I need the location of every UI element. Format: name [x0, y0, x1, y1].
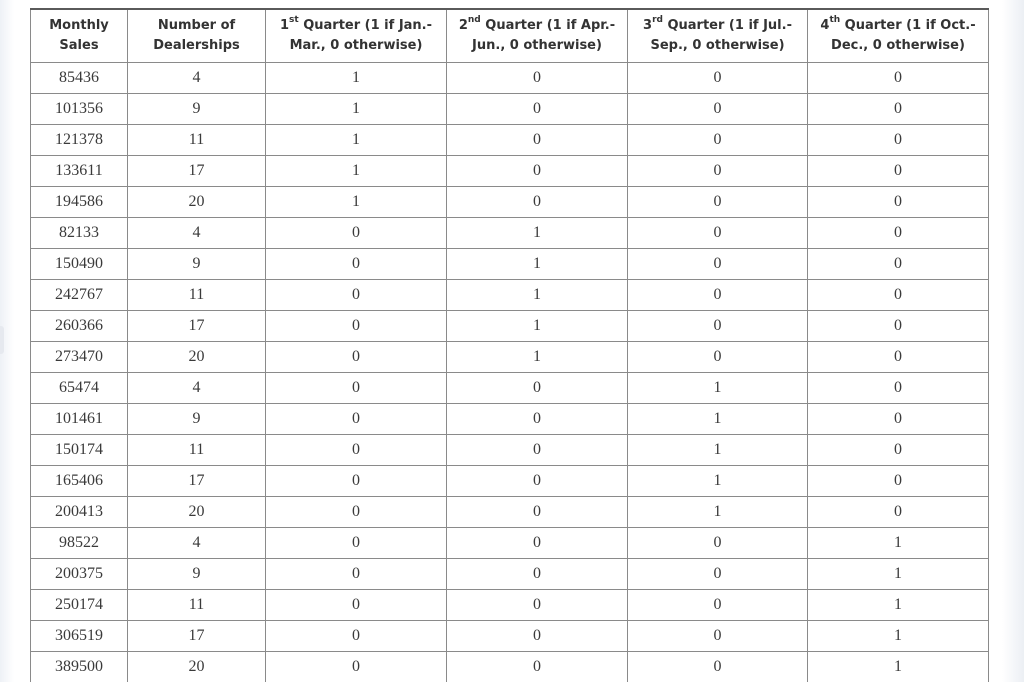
cell-q1: 0	[266, 373, 447, 404]
cell-q2: 0	[447, 559, 628, 590]
cell-q4: 1	[808, 559, 989, 590]
cell-monthly-sales: 200375	[31, 559, 128, 590]
cell-q2: 0	[447, 63, 628, 94]
cell-q2: 0	[447, 621, 628, 652]
table-row	[31, 94, 989, 125]
cell-monthly-sales: 273470	[31, 342, 128, 373]
cell-dealerships: 9	[128, 249, 266, 280]
cell-q1: 1	[266, 63, 447, 94]
cell-q1: 1	[266, 125, 447, 156]
table-row	[31, 125, 989, 156]
cell-q1: 0	[266, 466, 447, 497]
cell-monthly-sales: 389500	[31, 652, 128, 682]
cell-q4: 0	[808, 125, 989, 156]
cell-q2: 0	[447, 187, 628, 218]
cell-q4: 0	[808, 497, 989, 528]
cell-q1: 0	[266, 590, 447, 621]
table-row	[31, 373, 989, 404]
cell-q4: 0	[808, 63, 989, 94]
cell-monthly-sales: 194586	[31, 187, 128, 218]
cell-q3: 0	[628, 249, 808, 280]
cell-q1: 0	[266, 652, 447, 682]
cell-q4: 0	[808, 373, 989, 404]
cell-q4: 0	[808, 280, 989, 311]
cell-dealerships: 17	[128, 466, 266, 497]
cell-dealerships: 4	[128, 63, 266, 94]
table-row	[31, 497, 989, 528]
cell-q2: 0	[447, 590, 628, 621]
cell-dealerships: 20	[128, 652, 266, 682]
cell-q3: 0	[628, 621, 808, 652]
cell-monthly-sales: 101356	[31, 94, 128, 125]
cell-dealerships: 17	[128, 311, 266, 342]
table-row	[31, 156, 989, 187]
cell-dealerships: 11	[128, 590, 266, 621]
table-body	[31, 63, 989, 682]
cell-q3: 0	[628, 156, 808, 187]
cell-monthly-sales: 306519	[31, 621, 128, 652]
table-row	[31, 435, 989, 466]
cell-q1: 0	[266, 404, 447, 435]
cell-dealerships: 9	[128, 404, 266, 435]
cell-q2: 1	[447, 342, 628, 373]
cell-monthly-sales: 165406	[31, 466, 128, 497]
left-edge-handle	[0, 326, 4, 354]
cell-q2: 0	[447, 528, 628, 559]
header-monthly-sales: Monthly Sales	[31, 9, 128, 63]
cell-q3: 0	[628, 559, 808, 590]
cell-q3: 0	[628, 311, 808, 342]
cell-q4: 0	[808, 342, 989, 373]
table-header-row	[31, 9, 989, 63]
cell-q2: 0	[447, 156, 628, 187]
cell-q2: 0	[447, 435, 628, 466]
cell-q3: 0	[628, 94, 808, 125]
cell-q1: 0	[266, 435, 447, 466]
cell-q4: 0	[808, 94, 989, 125]
cell-monthly-sales: 242767	[31, 280, 128, 311]
cell-q1: 1	[266, 156, 447, 187]
data-table	[30, 8, 989, 682]
cell-q4: 0	[808, 311, 989, 342]
cell-q2: 0	[447, 404, 628, 435]
cell-q1: 0	[266, 342, 447, 373]
cell-q1: 0	[266, 528, 447, 559]
table-row	[31, 404, 989, 435]
cell-q1: 0	[266, 497, 447, 528]
cell-q3: 0	[628, 652, 808, 682]
cell-q3: 0	[628, 280, 808, 311]
cell-q1: 0	[266, 621, 447, 652]
cell-q1: 1	[266, 94, 447, 125]
table-row	[31, 311, 989, 342]
cell-q3: 0	[628, 528, 808, 559]
cell-dealerships: 17	[128, 156, 266, 187]
cell-q4: 0	[808, 218, 989, 249]
cell-q4: 1	[808, 652, 989, 682]
table-row	[31, 249, 989, 280]
table-row	[31, 280, 989, 311]
cell-q4: 1	[808, 621, 989, 652]
cell-q2: 0	[447, 125, 628, 156]
cell-dealerships: 9	[128, 559, 266, 590]
cell-q1: 0	[266, 280, 447, 311]
cell-dealerships: 9	[128, 94, 266, 125]
table-row	[31, 218, 989, 249]
cell-monthly-sales: 150490	[31, 249, 128, 280]
table-row	[31, 590, 989, 621]
cell-q3: 1	[628, 373, 808, 404]
table-row	[31, 187, 989, 218]
cell-q2: 0	[447, 373, 628, 404]
cell-q2: 1	[447, 218, 628, 249]
cell-q2: 1	[447, 311, 628, 342]
cell-q4: 0	[808, 249, 989, 280]
cell-q3: 1	[628, 497, 808, 528]
cell-dealerships: 4	[128, 528, 266, 559]
cell-dealerships: 11	[128, 125, 266, 156]
table-row	[31, 466, 989, 497]
cell-dealerships: 17	[128, 621, 266, 652]
cell-q2: 0	[447, 466, 628, 497]
cell-q4: 0	[808, 187, 989, 218]
cell-q3: 0	[628, 125, 808, 156]
cell-q4: 1	[808, 528, 989, 559]
cell-q1: 1	[266, 187, 447, 218]
table-row	[31, 621, 989, 652]
cell-monthly-sales: 82133	[31, 218, 128, 249]
cell-q1: 0	[266, 559, 447, 590]
cell-q4: 0	[808, 466, 989, 497]
table-row	[31, 63, 989, 94]
cell-dealerships: 4	[128, 373, 266, 404]
cell-q3: 0	[628, 590, 808, 621]
cell-q2: 0	[447, 94, 628, 125]
cell-q3: 1	[628, 435, 808, 466]
cell-dealerships: 20	[128, 342, 266, 373]
cell-q1: 0	[266, 218, 447, 249]
header-number-of-dealerships: Number of Dealerships	[128, 9, 266, 63]
cell-monthly-sales: 250174	[31, 590, 128, 621]
cell-q3: 0	[628, 63, 808, 94]
cell-monthly-sales: 133611	[31, 156, 128, 187]
cell-q3: 1	[628, 466, 808, 497]
table-row	[31, 652, 989, 682]
cell-q2: 0	[447, 652, 628, 682]
right-edge-shadow	[1002, 0, 1024, 682]
cell-dealerships: 4	[128, 218, 266, 249]
cell-monthly-sales: 65474	[31, 373, 128, 404]
cell-q3: 0	[628, 342, 808, 373]
cell-monthly-sales: 260366	[31, 311, 128, 342]
cell-monthly-sales: 98522	[31, 528, 128, 559]
table-row	[31, 559, 989, 590]
header-3rd-quarter: 3rd Quarter (1 if Jul.-Sep., 0 otherwise)	[628, 9, 808, 63]
cell-q2: 1	[447, 280, 628, 311]
cell-q3: 0	[628, 187, 808, 218]
cell-dealerships: 11	[128, 280, 266, 311]
cell-monthly-sales: 121378	[31, 125, 128, 156]
cell-q3: 0	[628, 218, 808, 249]
cell-monthly-sales: 150174	[31, 435, 128, 466]
header-4th-quarter: 4th Quarter (1 if Oct.-Dec., 0 otherwise)	[808, 9, 989, 63]
cell-q2: 0	[447, 497, 628, 528]
header-1st-quarter: 1st Quarter (1 if Jan.-Mar., 0 otherwise)	[266, 9, 447, 63]
cell-dealerships: 20	[128, 497, 266, 528]
cell-q1: 0	[266, 311, 447, 342]
cell-monthly-sales: 101461	[31, 404, 128, 435]
cell-monthly-sales: 200413	[31, 497, 128, 528]
cell-dealerships: 20	[128, 187, 266, 218]
cell-q3: 1	[628, 404, 808, 435]
table-row	[31, 528, 989, 559]
cell-q4: 0	[808, 156, 989, 187]
cell-q4: 0	[808, 435, 989, 466]
cell-q4: 1	[808, 590, 989, 621]
header-2nd-quarter: 2nd Quarter (1 if Apr.-Jun., 0 otherwise)	[447, 9, 628, 63]
cell-monthly-sales: 85436	[31, 63, 128, 94]
cell-q1: 0	[266, 249, 447, 280]
cell-q2: 1	[447, 249, 628, 280]
table-row	[31, 342, 989, 373]
cell-dealerships: 11	[128, 435, 266, 466]
cell-q4: 0	[808, 404, 989, 435]
